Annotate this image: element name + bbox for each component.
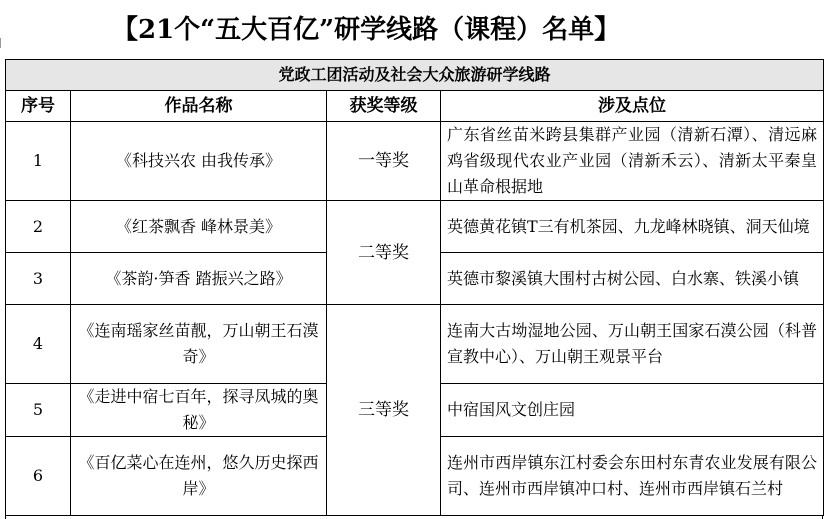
work-name: 《百亿菜心在连州，悠久历史探西岸》 — [71, 437, 327, 516]
table-row — [6, 201, 824, 253]
table-row — [6, 122, 824, 201]
section-title-row — [6, 60, 824, 91]
row-number: 2 — [6, 201, 71, 253]
work-name: 《走进中宿七百年，探寻凤城的奥秘》 — [71, 384, 327, 437]
row-number: 1 — [6, 122, 71, 201]
row-number: 6 — [6, 437, 71, 516]
award-level-second: 二等奖 — [327, 201, 441, 305]
sites-text: 英德市黎溪镇大围村古树公园、白水寨、铁溪小镇 — [441, 253, 824, 305]
award-list-table — [5, 59, 824, 516]
award-level-first: 一等奖 — [327, 122, 441, 201]
sites-text: 广东省丝苗米跨县集群产业园（清新石潭）、清远麻鸡省级现代农业产业园（清新禾云）、清新太平秦皇山革命根据地 — [441, 122, 824, 201]
header-sites: 涉及点位 — [441, 91, 824, 122]
header-award-level: 获奖等级 — [327, 91, 441, 122]
table-row — [6, 305, 824, 384]
header-work-name: 作品名称 — [71, 91, 327, 122]
row-number: 5 — [6, 384, 71, 437]
work-name: 《连南瑶家丝苗靓，万山朝王石漠奇》 — [71, 305, 327, 384]
header-number: 序号 — [6, 91, 71, 122]
award-level-third: 三等奖 — [327, 305, 441, 516]
row-number: 4 — [6, 305, 71, 384]
sites-text: 连州市西岸镇东江村委会东田村东青农业发展有限公司、连州市西岸镇冲口村、连州市西岸镇石兰村 — [441, 437, 824, 516]
document-title: 【21个“五大百亿”研学线路（课程）名单】 — [112, 15, 621, 45]
column-header-row — [6, 91, 824, 122]
section-title: 党政工团活动及社会大众旅游研学线路 — [6, 60, 824, 91]
work-name: 《科技兴农 由我传承》 — [71, 122, 327, 201]
work-name: 《红茶飘香 峰林景美》 — [71, 201, 327, 253]
work-name: 《茶韵·笋香 踏振兴之路》 — [71, 253, 327, 305]
sites-text: 连南大古坳湿地公园、万山朝王国家石漠公园（科普宣教中心）、万山朝王观景平台 — [441, 305, 824, 384]
page-edge-marker — [0, 38, 4, 48]
row-number: 3 — [6, 253, 71, 305]
sites-text: 英德黄花镇T三有机茶园、九龙峰林晓镇、洞天仙境 — [441, 201, 824, 253]
sites-text: 中宿国风文创庄园 — [441, 384, 824, 437]
